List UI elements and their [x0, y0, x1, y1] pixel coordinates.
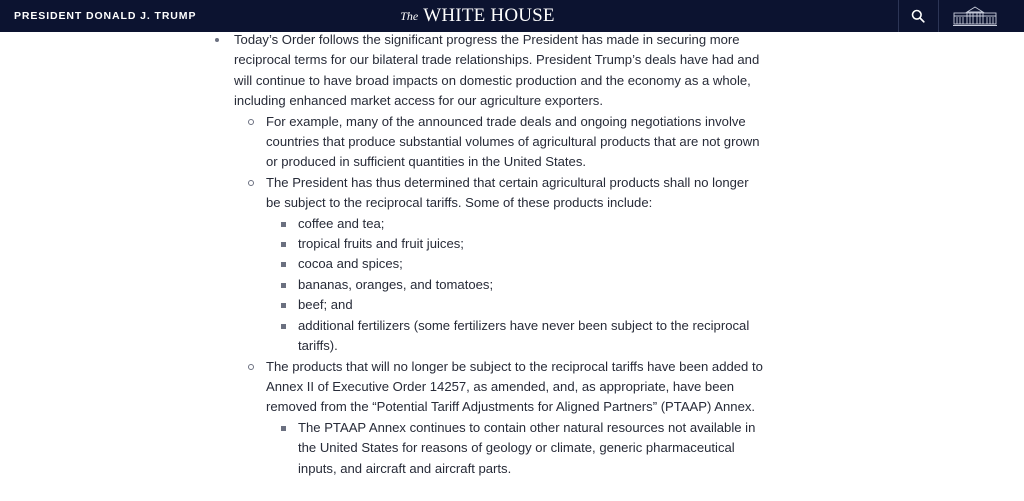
ptaap-item	[298, 418, 764, 479]
search-icon	[911, 9, 925, 23]
product-item-text: beef; and	[298, 297, 353, 313]
list-item-text: Today’s Order follows the significant progress the President has made in securing more reciprocal terms for our bilateral trade relationships. President Trump’s deals have had and will continue to have broad impacts on domestic production and the economy as a whole, including enhanced market access for our agriculture exporters.	[234, 32, 760, 109]
product-item-text: additional fertilizers (some fertilizers have never been subject to the reciprocal tariffs).	[298, 317, 750, 354]
product-item	[298, 234, 764, 254]
bullet-square	[281, 222, 286, 227]
product-item	[298, 275, 764, 295]
sub-list-item	[266, 173, 764, 357]
product-item-text: cocoa and spices;	[298, 256, 403, 272]
logo-white-house: WHITE HOUSE	[423, 5, 555, 26]
white-house-emblem-icon	[952, 5, 998, 27]
bullet-disc	[215, 38, 219, 42]
product-item	[298, 295, 764, 315]
bullet-list	[234, 30, 764, 479]
list-item	[234, 30, 764, 479]
ptaap-item-text: The PTAAP Annex continues to contain other natural resources not available in the United States for reasons of geology or climate, generic pharmaceutical inputs, and aircraft and aircraft parts.	[298, 419, 756, 476]
product-item-text: bananas, oranges, and tomatoes;	[298, 276, 494, 292]
sub-list-item	[266, 357, 764, 479]
sub-list-item-text: For example, many of the announced trade deals and ongoing negotiations involve countries that produce substantial volumes of agricultural products that are not grown or produced in sufficient quantities in the United States.	[266, 113, 760, 170]
product-item	[298, 254, 764, 274]
product-item	[298, 316, 764, 357]
site-header	[0, 0, 1024, 32]
bullet-circle	[248, 119, 254, 125]
ptaap-list	[298, 418, 764, 479]
white-house-logo[interactable]	[0, 0, 955, 32]
sub-list-item	[266, 112, 764, 173]
bullet-square	[281, 242, 286, 247]
search-button[interactable]	[899, 0, 937, 32]
bullet-circle	[248, 364, 254, 370]
bullet-square	[281, 283, 286, 288]
bullet-square	[281, 324, 286, 329]
sub-list-item-text: The President has thus determined that certain agricultural products shall no longer be subject to the reciprocal tariffs. Some of these products include:	[266, 174, 749, 211]
product-item	[298, 214, 764, 234]
bullet-square	[281, 262, 286, 267]
site-title-link[interactable]: PRESIDENT DONALD J. TRUMP	[14, 10, 197, 22]
product-item-text: coffee and tea;	[298, 215, 385, 231]
sub-list-item-text: The products that will no longer be subject to the reciprocal tariffs have been added to Annex II of Executive Order 14257, as amended, and, as appropriate, have been removed from the “Potential Tariff Adjustments for Aligned Partners” (PTAAP) Annex.	[266, 358, 763, 415]
bullet-square	[281, 303, 286, 308]
white-house-emblem-button[interactable]	[946, 0, 1004, 32]
sub-list	[266, 112, 764, 479]
header-divider	[938, 0, 939, 32]
bullet-circle	[248, 180, 254, 186]
bullet-square	[281, 426, 286, 431]
product-list	[298, 214, 764, 357]
logo-the: The	[400, 8, 419, 23]
product-item-text: tropical fruits and fruit juices;	[298, 236, 464, 252]
